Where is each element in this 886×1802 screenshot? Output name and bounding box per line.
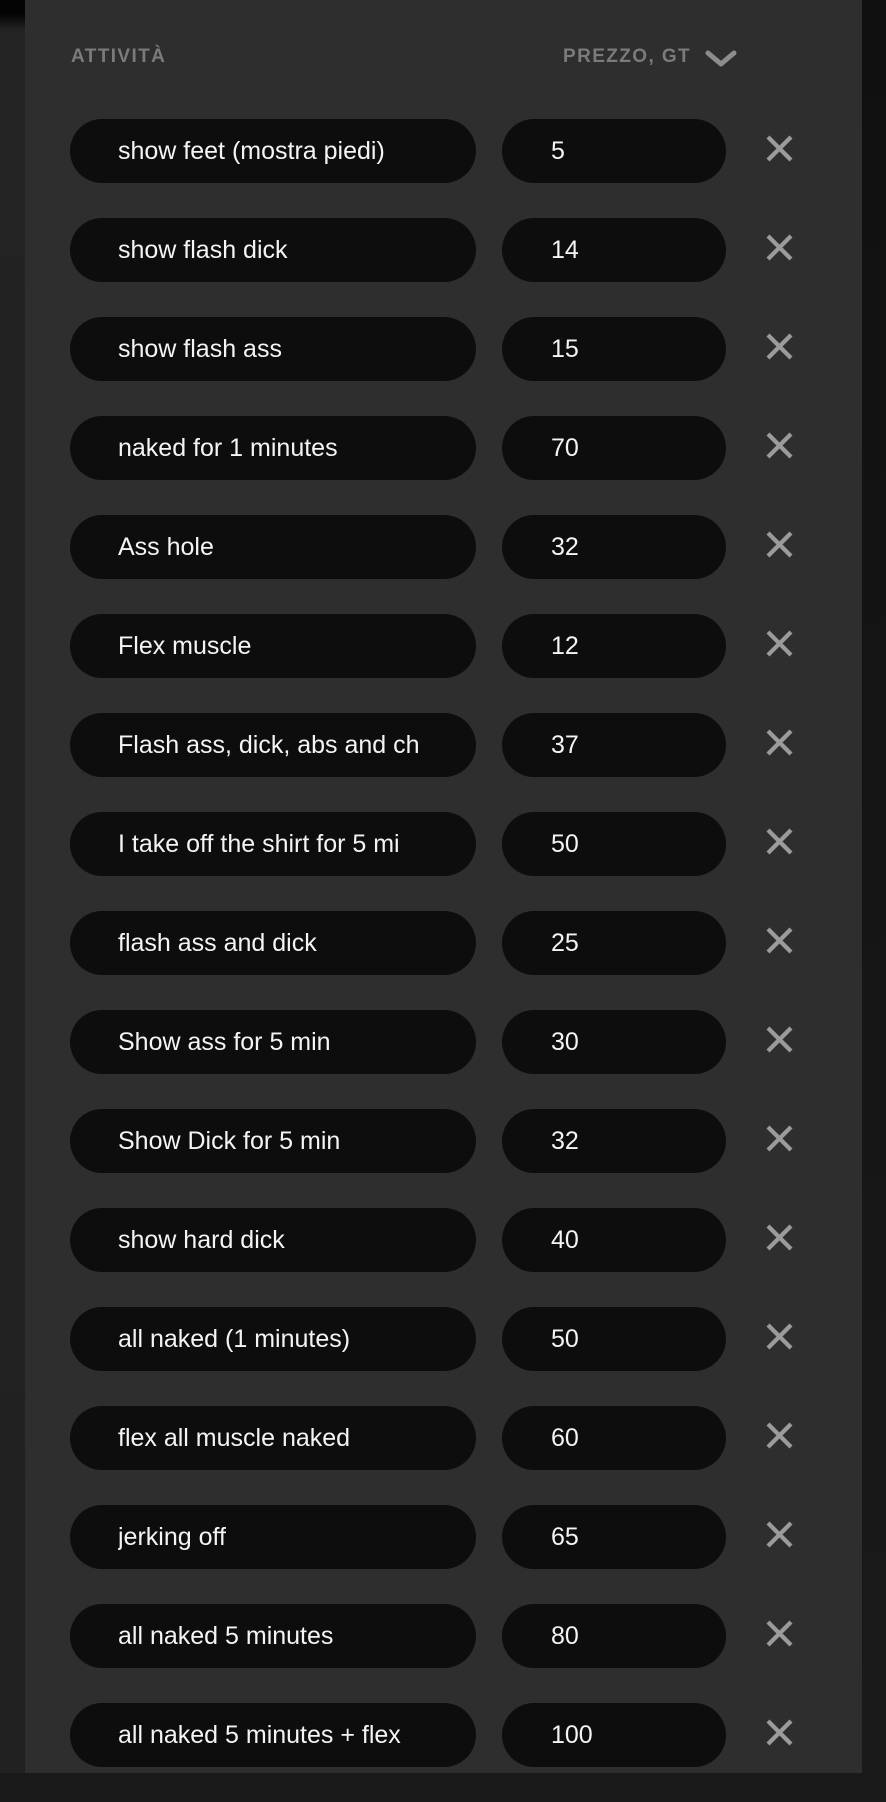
delete-row-button[interactable] <box>763 1026 795 1058</box>
activity-label: Flex muscle <box>118 631 252 660</box>
list-item <box>25 812 862 876</box>
activity-label: all naked (1 minutes) <box>118 1324 351 1353</box>
list-item <box>25 713 862 777</box>
close-icon <box>764 232 795 268</box>
activity-label: show feet (mostra piedi) <box>118 136 385 165</box>
close-icon <box>764 1519 795 1555</box>
price-value: 14 <box>551 235 579 264</box>
price-value: 60 <box>551 1423 579 1452</box>
list-item <box>25 317 862 381</box>
activity-pill[interactable] <box>70 1010 476 1074</box>
delete-row-button[interactable] <box>763 234 795 266</box>
activity-pill[interactable] <box>70 812 476 876</box>
price-pill[interactable] <box>502 1208 726 1272</box>
price-value: 50 <box>551 829 579 858</box>
activity-label: flex all muscle naked <box>118 1423 351 1452</box>
close-icon <box>764 331 795 367</box>
list-item <box>25 119 862 183</box>
activity-pill[interactable] <box>70 119 476 183</box>
list-item <box>25 1604 862 1668</box>
right-edge-background <box>862 0 886 1773</box>
price-pill[interactable] <box>502 515 726 579</box>
price-value: 30 <box>551 1027 579 1056</box>
activity-pill[interactable] <box>70 218 476 282</box>
activity-label: all naked 5 minutes + flex <box>118 1720 401 1749</box>
activity-pill[interactable] <box>70 1604 476 1668</box>
close-icon <box>764 826 795 862</box>
activity-list <box>25 119 862 1802</box>
close-icon <box>764 1618 795 1654</box>
delete-row-button[interactable] <box>763 927 795 959</box>
list-item <box>25 1010 862 1074</box>
list-item <box>25 911 862 975</box>
delete-row-button[interactable] <box>763 1521 795 1553</box>
activity-pill[interactable] <box>70 911 476 975</box>
price-pill[interactable] <box>502 317 726 381</box>
activity-label: naked for 1 minutes <box>118 433 338 462</box>
close-icon <box>764 925 795 961</box>
chevron-down-icon[interactable] <box>705 47 737 68</box>
price-pill[interactable] <box>502 614 726 678</box>
activity-pill[interactable] <box>70 317 476 381</box>
left-edge-background <box>0 0 25 1773</box>
delete-row-button[interactable] <box>763 333 795 365</box>
activity-pill[interactable] <box>70 1505 476 1569</box>
price-value: 80 <box>551 1621 579 1650</box>
price-value: 25 <box>551 928 579 957</box>
activity-pill[interactable] <box>70 416 476 480</box>
close-icon <box>764 1717 795 1753</box>
delete-row-button[interactable] <box>763 1323 795 1355</box>
activity-pill[interactable] <box>70 614 476 678</box>
price-pill[interactable] <box>502 1010 726 1074</box>
activity-price-panel <box>25 0 862 1773</box>
delete-row-button[interactable] <box>763 729 795 761</box>
price-value: 40 <box>551 1225 579 1254</box>
close-icon <box>764 1123 795 1159</box>
activity-label: all naked 5 minutes <box>118 1621 334 1650</box>
activity-pill[interactable] <box>70 515 476 579</box>
price-value: 5 <box>551 136 565 165</box>
price-value: 50 <box>551 1324 579 1353</box>
price-pill[interactable] <box>502 416 726 480</box>
list-item <box>25 416 862 480</box>
delete-row-button[interactable] <box>763 630 795 662</box>
price-pill[interactable] <box>502 1604 726 1668</box>
list-item <box>25 614 862 678</box>
price-value: 70 <box>551 433 579 462</box>
delete-row-button[interactable] <box>763 1422 795 1454</box>
price-pill[interactable] <box>502 1505 726 1569</box>
activity-label: show flash dick <box>118 235 288 264</box>
price-value: 100 <box>551 1720 593 1749</box>
price-pill[interactable] <box>502 1307 726 1371</box>
price-pill[interactable] <box>502 119 726 183</box>
delete-row-button[interactable] <box>763 432 795 464</box>
price-value: 65 <box>551 1522 579 1551</box>
activity-label: Show Dick for 5 min <box>118 1126 341 1155</box>
list-item <box>25 218 862 282</box>
price-pill[interactable] <box>502 812 726 876</box>
activity-pill[interactable] <box>70 1109 476 1173</box>
close-icon <box>764 1420 795 1456</box>
list-item <box>25 1703 862 1767</box>
list-item <box>25 1505 862 1569</box>
price-sort-control[interactable] <box>563 46 737 68</box>
price-value: 12 <box>551 631 579 660</box>
close-icon <box>764 529 795 565</box>
close-icon <box>764 628 795 664</box>
delete-row-button[interactable] <box>763 531 795 563</box>
activity-label: flash ass and dick <box>118 928 317 957</box>
activity-label: show hard dick <box>118 1225 285 1254</box>
close-icon <box>764 430 795 466</box>
activity-pill[interactable] <box>70 713 476 777</box>
list-item <box>25 1208 862 1272</box>
activity-label: Ass hole <box>118 532 214 561</box>
delete-row-button[interactable] <box>763 828 795 860</box>
activity-label: Show ass for 5 min <box>118 1027 331 1056</box>
price-value: 32 <box>551 532 579 561</box>
activity-label: show flash ass <box>118 334 282 363</box>
activity-column-label: ATTIVITÀ <box>71 46 167 67</box>
list-item <box>25 1307 862 1371</box>
price-pill[interactable] <box>502 911 726 975</box>
delete-row-button[interactable] <box>763 1125 795 1157</box>
close-icon <box>764 727 795 763</box>
price-column-label: PREZZO, GT <box>563 46 691 67</box>
list-item <box>25 515 862 579</box>
delete-row-button[interactable] <box>763 1620 795 1652</box>
list-item <box>25 1109 862 1173</box>
price-pill[interactable] <box>502 713 726 777</box>
activity-pill[interactable] <box>70 1208 476 1272</box>
price-pill[interactable] <box>502 1406 726 1470</box>
price-value: 37 <box>551 730 579 759</box>
list-item <box>25 1406 862 1470</box>
close-icon <box>764 1321 795 1357</box>
activity-label: I take off the shirt for 5 mi <box>118 829 400 858</box>
list-header <box>25 36 862 78</box>
price-pill[interactable] <box>502 218 726 282</box>
close-icon <box>764 1222 795 1258</box>
delete-row-button[interactable] <box>763 135 795 167</box>
close-icon <box>764 1024 795 1060</box>
delete-row-button[interactable] <box>763 1719 795 1751</box>
price-value: 32 <box>551 1126 579 1155</box>
activity-pill[interactable] <box>70 1406 476 1470</box>
activity-pill[interactable] <box>70 1703 476 1767</box>
price-value: 15 <box>551 334 579 363</box>
delete-row-button[interactable] <box>763 1224 795 1256</box>
activity-pill[interactable] <box>70 1307 476 1371</box>
close-icon <box>764 133 795 169</box>
activity-label: Flash ass, dick, abs and ch <box>118 730 420 759</box>
activity-label: jerking off <box>118 1522 226 1551</box>
price-pill[interactable] <box>502 1703 726 1767</box>
price-pill[interactable] <box>502 1109 726 1173</box>
